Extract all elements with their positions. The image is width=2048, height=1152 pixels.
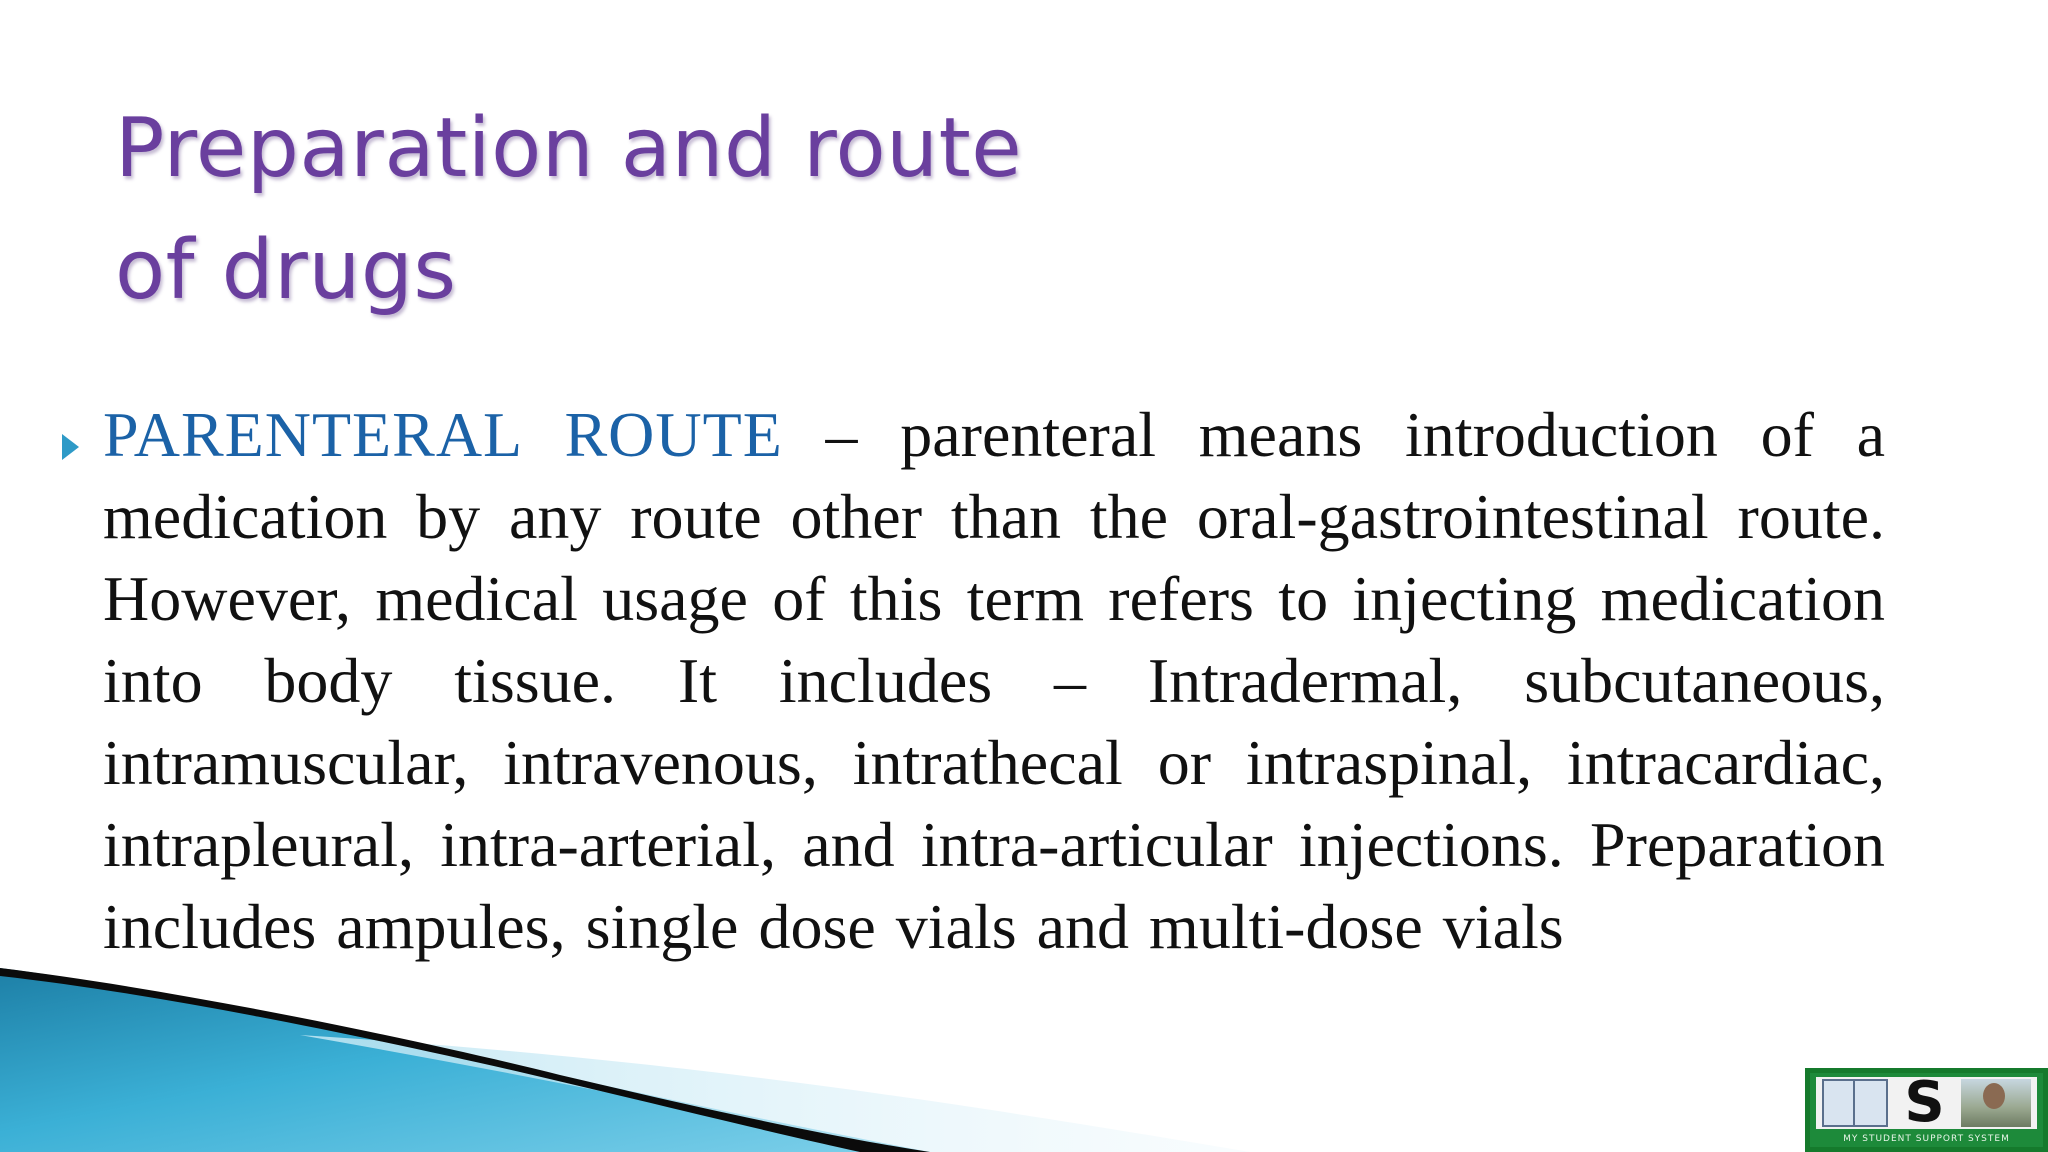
wave-light-shape: [300, 1035, 1250, 1152]
wave-teal-shape: [0, 968, 930, 1152]
logo-caption: MY STUDENT SUPPORT SYSTEM: [1843, 1134, 2010, 1144]
person-photo-icon: [1961, 1079, 2031, 1127]
brand-logo: [1805, 1068, 2048, 1152]
bullet-arrow-icon-faded: [62, 1078, 73, 1096]
bullet-paragraph: [103, 394, 1885, 968]
logo-panel: [1816, 1070, 2037, 1135]
wave-dark-stroke: [0, 968, 930, 1152]
bullet-text: – parenteral means introduction of a medication by any route other than the oral-gastrointestinal route. However, medical usage of this term refers to injecting medication into body tissue. It includes – Intradermal, subcutaneous, intramuscular, intravenous, intrathecal or intraspinal, intracardiac, intrapleural, intra-arterial, and intra-articular injections. Preparation includes ampules, single dose vials and multi-dose vials: [103, 399, 1886, 962]
slide-title-line-2: of drugs: [115, 223, 457, 318]
book-icon: [1822, 1079, 1888, 1127]
bullet-arrow-icon: [62, 434, 79, 460]
slide-title: [115, 88, 1115, 332]
bullet-item: [60, 394, 1885, 968]
slide-title-line-1: Preparation and route: [115, 101, 1023, 196]
bullet-lead-term: PARENTERAL ROUTE: [103, 399, 783, 470]
logo-letter: S: [1904, 1070, 1945, 1135]
slide-body: [60, 394, 1885, 968]
empty-bullet-item: [60, 1078, 80, 1098]
